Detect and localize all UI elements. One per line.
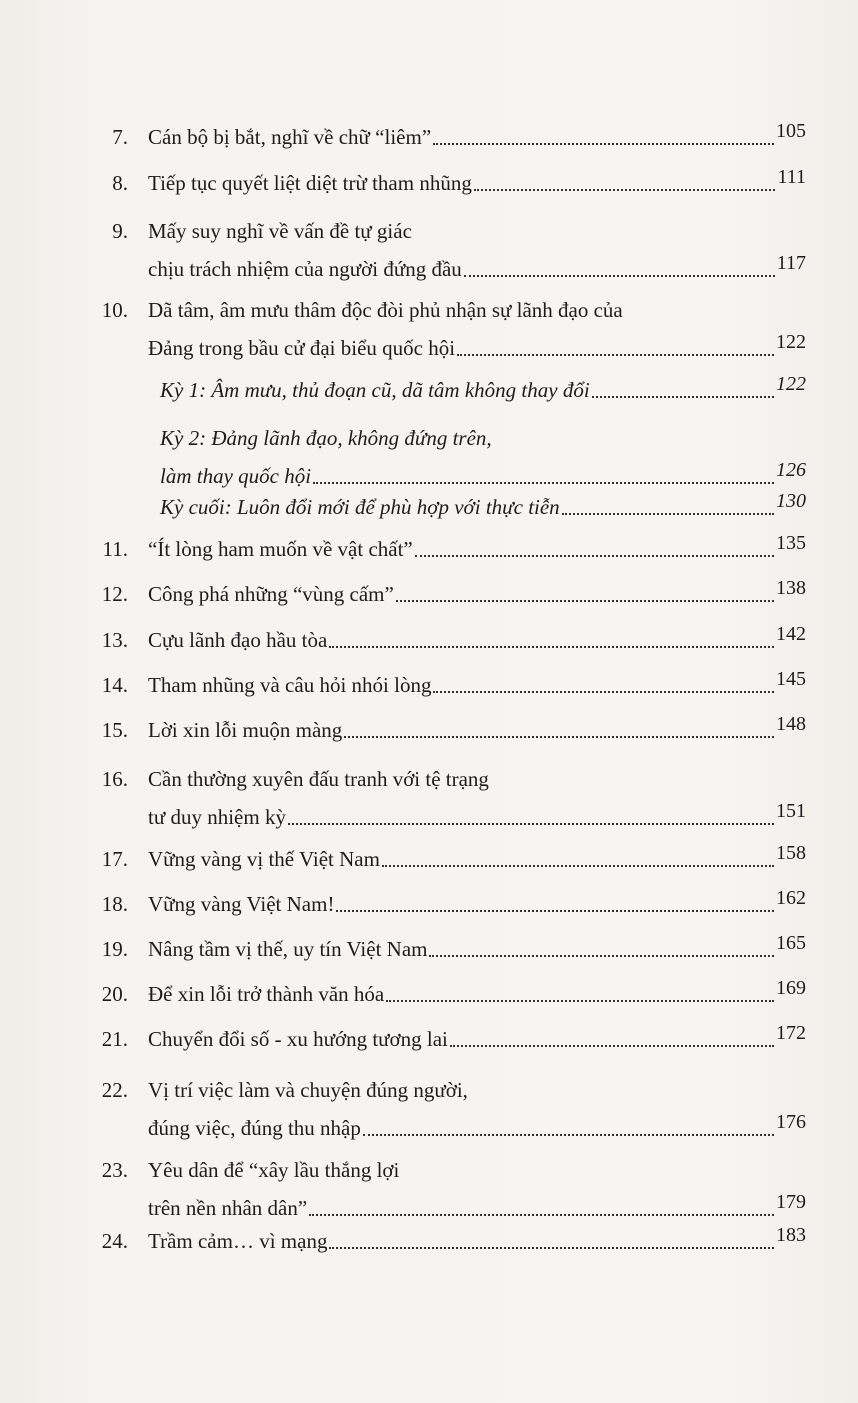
entry-title: Vững vàng Việt Nam! <box>148 892 335 916</box>
entry-title: Kỳ 1: Âm mưu, thủ đoạn cũ, dã tâm không thay đổi <box>160 378 590 402</box>
entry-title: Vị trí việc làm và chuyện đúng người, <box>148 1078 468 1102</box>
page-number: 117 <box>776 252 806 274</box>
entry-title: Yêu dân để “xây lầu thắng lợi <box>148 1158 400 1182</box>
entry-title: Cựu lãnh đạo hầu tòa <box>148 628 328 652</box>
entry-title: Cần thường xuyên đấu tranh với tệ trạng <box>148 767 489 791</box>
entry-number: 7. <box>112 125 128 149</box>
entry-line <box>148 216 806 246</box>
page-number: 172 <box>776 1022 806 1044</box>
entry-number: 21. <box>101 1027 128 1051</box>
page-number: 122 <box>776 373 806 395</box>
page-number: 130 <box>776 490 806 512</box>
entry-line <box>148 295 806 325</box>
entry-line <box>148 764 806 794</box>
entry-number: 10. <box>101 298 128 322</box>
dot-leader <box>288 822 774 825</box>
entry-line <box>148 979 806 1009</box>
entry-title: đúng việc, đúng thu nhập <box>148 1116 361 1140</box>
entry-line <box>160 423 806 453</box>
entry-number: 19. <box>101 937 128 961</box>
entry-line <box>148 715 806 745</box>
dot-leader <box>474 188 776 191</box>
entry-title: làm thay quốc hội <box>160 464 312 488</box>
entry-title: chịu trách nhiệm của người đứng đầu <box>148 257 462 281</box>
dot-leader <box>592 395 774 398</box>
dot-leader <box>429 954 774 957</box>
page-number: 138 <box>776 577 806 599</box>
entry-title: Lời xin lỗi muộn màng <box>148 718 343 742</box>
entry-line <box>148 802 806 832</box>
page-number: 162 <box>776 887 806 909</box>
page-number: 135 <box>776 532 806 554</box>
entry-line <box>148 625 806 655</box>
page-number: 126 <box>776 459 806 481</box>
dot-leader <box>329 645 774 648</box>
page-number: 145 <box>776 668 806 690</box>
entry-line <box>148 889 806 919</box>
dot-leader <box>382 864 774 867</box>
page-number: 142 <box>776 623 806 645</box>
entry-number: 9. <box>112 219 128 243</box>
entry-title: Chuyển đổi số - xu hướng tương lai <box>148 1027 448 1051</box>
page-number: 165 <box>776 932 806 954</box>
entry-title: Mấy suy nghĩ về vấn đề tự giác <box>148 219 412 243</box>
entry-number: 11. <box>102 537 128 561</box>
dot-leader <box>415 554 774 557</box>
entry-title: Trầm cảm… vì mạng <box>148 1229 328 1253</box>
page-number: 183 <box>776 1224 806 1246</box>
page-number: 105 <box>776 120 806 142</box>
entry-line <box>148 1113 806 1143</box>
dot-leader <box>344 735 774 738</box>
entry-number: 14. <box>101 673 128 697</box>
entry-number: 12. <box>101 582 128 606</box>
page-number: 158 <box>776 842 806 864</box>
dot-leader <box>309 1213 774 1216</box>
dot-leader <box>457 353 774 356</box>
entry-number: 16. <box>101 767 128 791</box>
entry-line <box>148 254 806 284</box>
entry-line <box>148 1226 806 1256</box>
entry-title: Cán bộ bị bắt, nghĩ về chữ “liêm” <box>148 125 432 149</box>
entry-title: Kỳ cuối: Luôn đổi mới để phù hợp với thực tiễn <box>160 495 560 519</box>
dot-leader <box>450 1044 774 1047</box>
entry-line <box>148 1193 806 1223</box>
entry-line <box>148 934 806 964</box>
entry-number: 15. <box>101 718 128 742</box>
entry-number: 24. <box>101 1229 128 1253</box>
entry-line <box>148 534 806 564</box>
entry-number: 22. <box>101 1078 128 1102</box>
entry-title: Vững vàng vị thế Việt Nam <box>148 847 380 871</box>
dot-leader <box>313 481 774 484</box>
entry-line <box>148 579 806 609</box>
entry-line <box>160 461 806 491</box>
dot-leader <box>562 512 774 515</box>
page-number: 148 <box>776 713 806 735</box>
entry-line <box>148 1024 806 1054</box>
entry-title: Dã tâm, âm mưu thâm độc đòi phủ nhận sự lãnh đạo của <box>148 298 623 322</box>
entry-title: tư duy nhiệm kỳ <box>148 805 286 829</box>
page-number: 176 <box>776 1111 806 1133</box>
entry-line <box>148 1155 806 1185</box>
dot-leader <box>363 1133 774 1136</box>
entry-line <box>148 168 806 198</box>
entry-title: Đảng trong bầu cử đại biểu quốc hội <box>148 336 456 360</box>
dot-leader <box>336 909 774 912</box>
page-number: 151 <box>776 800 806 822</box>
entry-title: Kỳ 2: Đảng lãnh đạo, không đứng trên, <box>160 426 492 450</box>
entry-line <box>148 844 806 874</box>
page-number: 169 <box>776 977 806 999</box>
entry-title: Tham nhũng và câu hỏi nhói lòng <box>148 673 432 697</box>
entry-line <box>160 375 806 405</box>
page-number: 111 <box>777 166 806 188</box>
dot-leader <box>433 142 774 145</box>
entry-title: trên nền nhân dân” <box>148 1196 308 1220</box>
dot-leader <box>386 999 774 1002</box>
entry-title: “Ít lòng ham muốn về vật chất” <box>148 537 413 561</box>
dot-leader <box>396 599 774 602</box>
entry-number: 8. <box>112 171 128 195</box>
entry-title: Tiếp tục quyết liệt diệt trừ tham nhũng <box>148 171 472 195</box>
dot-leader <box>464 274 775 277</box>
entry-number: 13. <box>101 628 128 652</box>
entry-title: Công phá những “vùng cấm” <box>148 582 394 606</box>
entry-line <box>160 492 806 522</box>
dot-leader <box>329 1246 774 1249</box>
entry-line <box>148 670 806 700</box>
entry-line <box>148 333 806 363</box>
entry-number: 18. <box>101 892 128 916</box>
page-number: 179 <box>776 1191 806 1213</box>
entry-title: Để xin lỗi trở thành văn hóa <box>148 982 385 1006</box>
entry-title: Nâng tầm vị thế, uy tín Việt Nam <box>148 937 428 961</box>
entry-number: 17. <box>101 847 128 871</box>
page-number: 122 <box>776 331 806 353</box>
entry-line <box>148 122 806 152</box>
entry-number: 23. <box>101 1158 128 1182</box>
entry-line <box>148 1075 806 1105</box>
dot-leader <box>433 690 774 693</box>
entry-number: 20. <box>101 982 128 1006</box>
